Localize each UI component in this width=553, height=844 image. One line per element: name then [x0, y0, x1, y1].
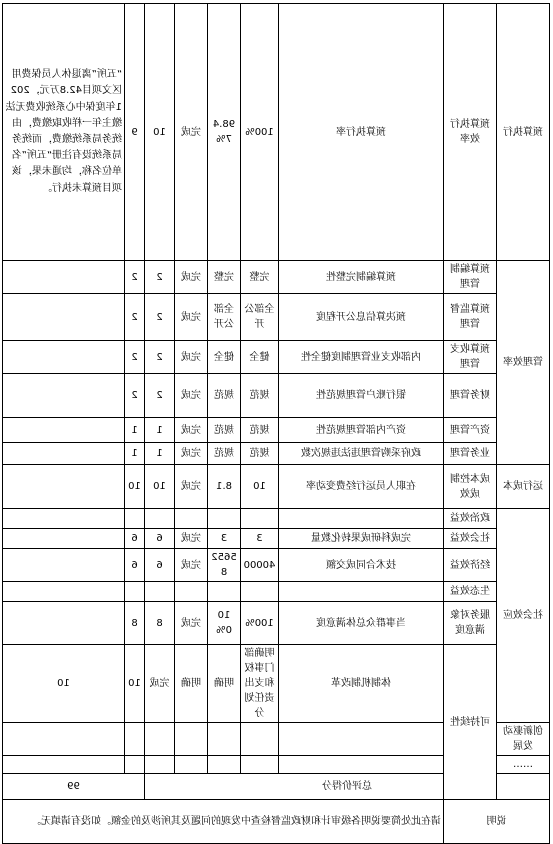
- table-cell: 明确: [175, 645, 208, 723]
- table-cell: 10: [125, 465, 145, 509]
- table-cell: [208, 756, 241, 774]
- table-cell: “五所”离退休人员保费用区文项目42.8万元，2021年度保中心系统收费无法缴主年一样收取缴费，由统务局系统缴费，而统务局系统设有注册“五所”名单位名称，均通未果，该项目预算未执行。: [3, 4, 125, 261]
- table-cell: [279, 582, 444, 602]
- table-cell: 规范: [241, 418, 279, 443]
- table-row: [3, 294, 550, 341]
- table-cell: 2: [145, 261, 175, 294]
- table-cell: 体制机制改革: [279, 645, 444, 723]
- table-row: [3, 529, 550, 549]
- table-cell: 2: [145, 341, 175, 374]
- table-cell: 规范: [208, 443, 241, 465]
- table-cell: [145, 723, 175, 756]
- table-cell: [208, 723, 241, 756]
- table-row: [3, 645, 550, 723]
- table-cell: 9: [125, 4, 145, 261]
- table-cell: 规范: [208, 418, 241, 443]
- table-cell: 全部公开: [208, 294, 241, 341]
- table-cell: [279, 756, 444, 774]
- table-cell: [3, 294, 125, 341]
- table-cell: [3, 602, 125, 645]
- table-cell: 10: [145, 465, 175, 509]
- table-cell: 2: [145, 294, 175, 341]
- table-cell: [125, 509, 145, 529]
- table-cell: [125, 756, 145, 774]
- table-cell: [241, 756, 279, 774]
- table-cell: 完成: [175, 443, 208, 465]
- table-row: [3, 602, 550, 645]
- table-cell: 资产管理: [444, 418, 497, 443]
- table-cell: 运行成本: [497, 465, 550, 509]
- table-cell: 政治效益: [444, 509, 497, 529]
- table-cell: 健全: [241, 341, 279, 374]
- table-cell: 创新驱动发展: [497, 723, 550, 756]
- table-cell: 总评价得分: [145, 774, 550, 800]
- table-cell: ……: [497, 756, 550, 774]
- table-cell: 经济效益: [444, 549, 497, 582]
- table-cell: 40000: [241, 549, 279, 582]
- table-cell: 完成: [175, 418, 208, 443]
- table-cell: [3, 723, 125, 756]
- table-cell: [175, 582, 208, 602]
- table-cell: 预算编制管理: [444, 261, 497, 294]
- table-cell: 健全: [208, 341, 241, 374]
- table-cell: 2: [145, 374, 175, 418]
- table-cell: [145, 756, 175, 774]
- table-cell: 2: [125, 374, 145, 418]
- table-cell: 99: [3, 774, 145, 800]
- table-cell: 8: [145, 602, 175, 645]
- table-cell: 98.47%: [208, 4, 241, 261]
- table-row: [3, 549, 550, 582]
- table-cell: 完成: [175, 261, 208, 294]
- table-cell: 100%: [241, 4, 279, 261]
- table-cell: 完成: [175, 529, 208, 549]
- table-cell: 10: [145, 4, 175, 261]
- table-cell: [3, 418, 125, 443]
- table-cell: 政府采购管理违法违规次数: [279, 443, 444, 465]
- table-cell: 财务管理: [444, 374, 497, 418]
- page: [0, 3, 553, 827]
- table-cell: 8.1: [208, 465, 241, 509]
- table-cell: [279, 723, 444, 756]
- table-cell: 技术合同成交额: [279, 549, 444, 582]
- table-cell: 当事群众总体满意度: [279, 602, 444, 645]
- table-cell: [241, 582, 279, 602]
- table-cell: 完成: [175, 341, 208, 374]
- table-cell: 生态效益: [444, 582, 497, 602]
- table-cell: [3, 529, 125, 549]
- table-cell: [208, 582, 241, 602]
- table-cell: 请在此处简要说明各级审计和财政监督检查中发现的问题及其所涉及的金额。如没有请填无。: [3, 800, 444, 844]
- table-cell: 2: [125, 341, 145, 374]
- performance-table: [2, 3, 550, 844]
- table-row: [3, 374, 550, 418]
- table-cell: 3: [241, 529, 279, 549]
- table-cell: 完成科研成果转化数量: [279, 529, 444, 549]
- table-cell: 完成: [175, 549, 208, 582]
- table-cell: 说明: [444, 800, 550, 844]
- table-cell: 100%: [241, 602, 279, 645]
- table-row: [3, 418, 550, 443]
- table-cell: 1: [145, 443, 175, 465]
- table-cell: 完成: [175, 374, 208, 418]
- table-cell: 完整: [241, 261, 279, 294]
- table-row: [3, 582, 550, 602]
- table-cell: [175, 723, 208, 756]
- table-cell: [3, 549, 125, 582]
- table-cell: 资产内部管理规范性: [279, 418, 444, 443]
- table-cell: 2: [125, 294, 145, 341]
- table-cell: [3, 756, 125, 774]
- table-cell: 6: [125, 549, 145, 582]
- table-cell: [145, 582, 175, 602]
- table-cell: 56528: [208, 549, 241, 582]
- table-cell: [145, 509, 175, 529]
- table-cell: 完成: [175, 602, 208, 645]
- table-cell: [175, 509, 208, 529]
- table-cell: [3, 341, 125, 374]
- table-cell: 1: [145, 418, 175, 443]
- table-cell: 6: [145, 549, 175, 582]
- table-cell: 预算执行: [497, 4, 550, 261]
- table-cell: 内部收支业管理制度健全性: [279, 341, 444, 374]
- table-row: [3, 261, 550, 294]
- table-cell: [125, 582, 145, 602]
- table-cell: [3, 582, 125, 602]
- table-cell: 100%: [208, 602, 241, 645]
- table-cell: 10: [241, 465, 279, 509]
- table-cell: 成本控制成效: [444, 465, 497, 509]
- table-cell: 10: [125, 645, 145, 723]
- table-cell: 规范: [241, 443, 279, 465]
- table-cell: [241, 509, 279, 529]
- table-cell: [241, 723, 279, 756]
- table-cell: 社会效益: [444, 529, 497, 549]
- table-cell: 10: [3, 645, 125, 723]
- table-cell: 8: [125, 602, 145, 645]
- table-cell: 明确: [208, 645, 241, 723]
- table-cell: 预算执行率: [279, 4, 444, 261]
- table-row: [3, 800, 550, 844]
- table-cell: 3: [208, 529, 241, 549]
- table-cell: 1: [125, 418, 145, 443]
- table-row: [3, 341, 550, 374]
- table-cell: [3, 443, 125, 465]
- table-cell: 完成: [145, 645, 175, 723]
- table-cell: 1: [125, 443, 145, 465]
- table-cell: 完成: [175, 4, 208, 261]
- table-cell: [3, 465, 125, 509]
- table-cell: [208, 509, 241, 529]
- table-row: [3, 4, 550, 261]
- table-cell: 6: [125, 529, 145, 549]
- table-cell: 6: [145, 529, 175, 549]
- table-row: [3, 465, 550, 509]
- table-cell: [125, 723, 145, 756]
- table-cell: 规范: [241, 374, 279, 418]
- table-cell: [3, 374, 125, 418]
- table-cell: [3, 509, 125, 529]
- table-cell: 完成: [175, 465, 208, 509]
- table-cell: 可持续性: [444, 645, 497, 800]
- table-cell: 服务对象满意度: [444, 602, 497, 645]
- table-cell: 完成: [175, 294, 208, 341]
- table-row: [3, 443, 550, 465]
- table-cell: 完整: [208, 261, 241, 294]
- table-cell: 预算收支管理: [444, 341, 497, 374]
- table-cell: 预算编制完整性: [279, 261, 444, 294]
- table-cell: 预决算信息公开程度: [279, 294, 444, 341]
- table-cell: 预算执行效率: [444, 4, 497, 261]
- table-cell: 规范: [208, 374, 241, 418]
- table-cell: 明确部门事权和支出责任划分: [241, 645, 279, 723]
- table-cell: [175, 756, 208, 774]
- table-row: [3, 509, 550, 529]
- table-cell: 2: [125, 261, 145, 294]
- table-row: [3, 774, 550, 800]
- table-cell: 银行账户管理规范性: [279, 374, 444, 418]
- table-cell: 在职人员运行经费变动率: [279, 465, 444, 509]
- table-cell: 业务管理: [444, 443, 497, 465]
- table-cell: [3, 261, 125, 294]
- table-cell: [279, 509, 444, 529]
- table-cell: 全部公开: [241, 294, 279, 341]
- table-cell: 社会效应: [497, 509, 550, 723]
- table-cell: 预算监督管理: [444, 294, 497, 341]
- table-cell: 管理效率: [497, 261, 550, 465]
